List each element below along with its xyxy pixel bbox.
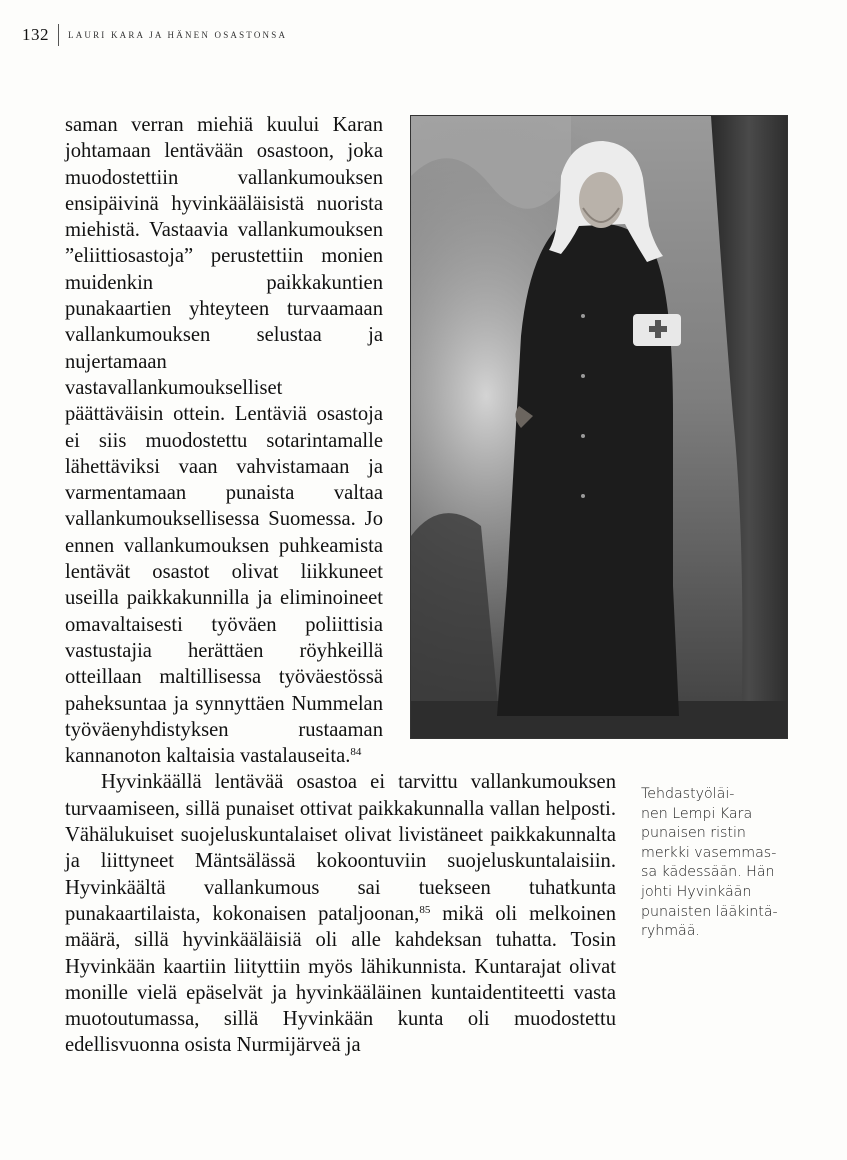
paragraph-2-text-b: mikä oli melkoinen määrä, sillä hyvinkääläisiä oli alle kahdeksan tuhatta. Tosin Hyvinkään kaartiin liityttiin myös lähikunnista. Kuntarajat olivat monille vielä epäselvät ja hyvinkääläinen kuntaidentiteetti vasta muotoutumassa, sillä Hyvinkään kunta oli muodostettu edellisvuonna osista Nurmijärveä ja [65,902,616,1057]
face [579,172,623,228]
caption-line: punaisten lääkintä- [641,903,778,920]
caption-line: punaisen ristin [641,825,746,842]
caption-line: johti Hyvinkään [641,883,752,900]
running-title: LAURI KARA JA HÄNEN OSASTONSA [68,30,288,40]
page-number: 132 [22,25,49,44]
portrait-photo-drawing [411,116,787,738]
paragraph-2-text-a: Hyvinkäällä lentävää osastoa ei tarvittu vallankumouksen turvaamiseen, sillä punaiset ottivat paikkakunnalla vallan helposti. Vähälukuiset suojeluskuntalaiset olivat livistäneet paikkakunnalta ja liittyneet Mäntsälässä kokoontuviin suojeluskuntalaisiin. Hyvinkäältä vallankumous sai tuekseen tuhatkunta punakaartilaista, kokonaisen pataljoonan, [65,771,616,925]
caption-line: merkki vasemmas- [641,844,777,861]
caption-line: Tehdastyöläi- [641,786,735,802]
footnote-ref-85: 85 [419,903,431,916]
paragraph-2 [65,769,616,1058]
photo-caption [641,785,811,942]
caption-line: ryhmää. [641,923,700,940]
header-divider [58,24,59,46]
portrait-photo [410,115,788,739]
caption-line: nen Lempi Kara [641,805,753,822]
running-header [22,24,287,46]
paragraph-1-text: saman verran miehiä kuului Karan johtamaan lentävään osastoon, joka muodostettiin vallankumouksen ensipäivinä hyvinkääläisistä nuorista miehistä. Vastaavia vallankumouksen ”eliittiosastoja” perustettiin monien muidenkin paikkakuntien punakaartien yhteyteen turvaamaan vallankumouksen selustaa ja nujertamaan vastavallankumoukselliset päättäväisin ottein. Lentäviä osastoja ei siis muodostettu sotarintamalle lähettäviksi vaan vahvistamaan ja varmentamaan punaista valtaa vallankumouksellisessa Suomessa. Jo ennen vallankumouksen puhkeamista lentävät osastot olivat liikkuneet useilla paikkakunnilla ja eliminoineet omavaltaisesti työväen poliittisia vastustajia herättäen röyhkeillä otteillaan maltillisessa työväestössä paheksuntaa ja synnyttäen Nummelan työväenyhdistyksen rustaaman kannanoton kaltaisia vastalauseita. [65,114,383,768]
caption-line: sa kädessään. Hän [641,864,775,881]
footnote-ref-84: 84 [350,746,362,759]
